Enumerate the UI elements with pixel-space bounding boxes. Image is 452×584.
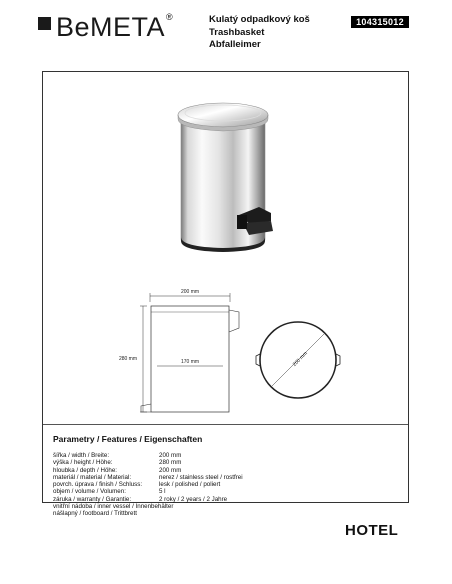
spec-label: vnitřní nádoba / inner vessel / Innenbehälter	[53, 503, 174, 511]
width-dimension-label: 200 mm	[180, 289, 200, 295]
height-dimension-label: 280 mm	[118, 356, 137, 362]
spec-label: nášlapný / footboard / Trittbrett	[53, 510, 137, 518]
spec-label: hloubka / depth / Höhe:	[53, 466, 117, 474]
spec-row	[53, 503, 243, 510]
product-titles	[209, 14, 310, 52]
spec-value: 5 l	[159, 488, 166, 496]
spec-label: povrch. úprava / finish / Schluss:	[53, 481, 143, 489]
spec-row	[53, 467, 243, 474]
specs-table	[53, 452, 243, 518]
spec-label: objem / volume / Volumen:	[53, 488, 126, 496]
spec-label: výška / height / Höhe:	[53, 459, 113, 467]
title-german: Abfalleimer	[209, 39, 261, 50]
spec-label: záruka / warranty / Garantie:	[53, 495, 132, 503]
brand-logo	[38, 12, 173, 42]
technical-drawing	[113, 282, 363, 422]
section-divider	[43, 424, 408, 425]
spec-value: 200 mm	[159, 466, 182, 474]
spec-value: 2 roky / 2 years / 2 Jahre	[159, 495, 228, 503]
spec-value: nerez / stainless steel / rostfrei	[159, 473, 243, 481]
registered-mark: ®	[166, 12, 173, 22]
trashbasket-image	[173, 97, 323, 262]
spec-row	[53, 481, 243, 488]
product-sheet-frame	[42, 71, 409, 518]
spec-label: šířka / width / Breite:	[53, 452, 110, 459]
product-code-badge: 104315012	[351, 16, 409, 28]
logo-text: BeMETA	[56, 12, 166, 42]
spec-value: 200 mm	[159, 452, 182, 459]
spec-row	[53, 496, 243, 503]
spec-row	[53, 488, 243, 495]
title-english: Trashbasket	[209, 26, 265, 38]
spec-value: lesk / polished / poliert	[159, 481, 221, 489]
diameter-label: 200 mm	[291, 350, 309, 368]
spec-row	[53, 459, 243, 466]
specs-heading: Parametry / Features / Eigenschaften	[53, 434, 203, 444]
spec-label: materiál / material / Material:	[53, 473, 132, 481]
spec-row	[53, 452, 243, 459]
logo-square-mark	[38, 17, 51, 30]
spec-value: 280 mm	[159, 459, 182, 467]
title-czech: Kulatý odpadkový koš	[209, 14, 310, 25]
spec-row	[53, 510, 243, 517]
category-label: HOTEL	[345, 522, 399, 539]
spec-row	[53, 474, 243, 481]
inner-dimension-label: 170 mm	[180, 359, 200, 365]
